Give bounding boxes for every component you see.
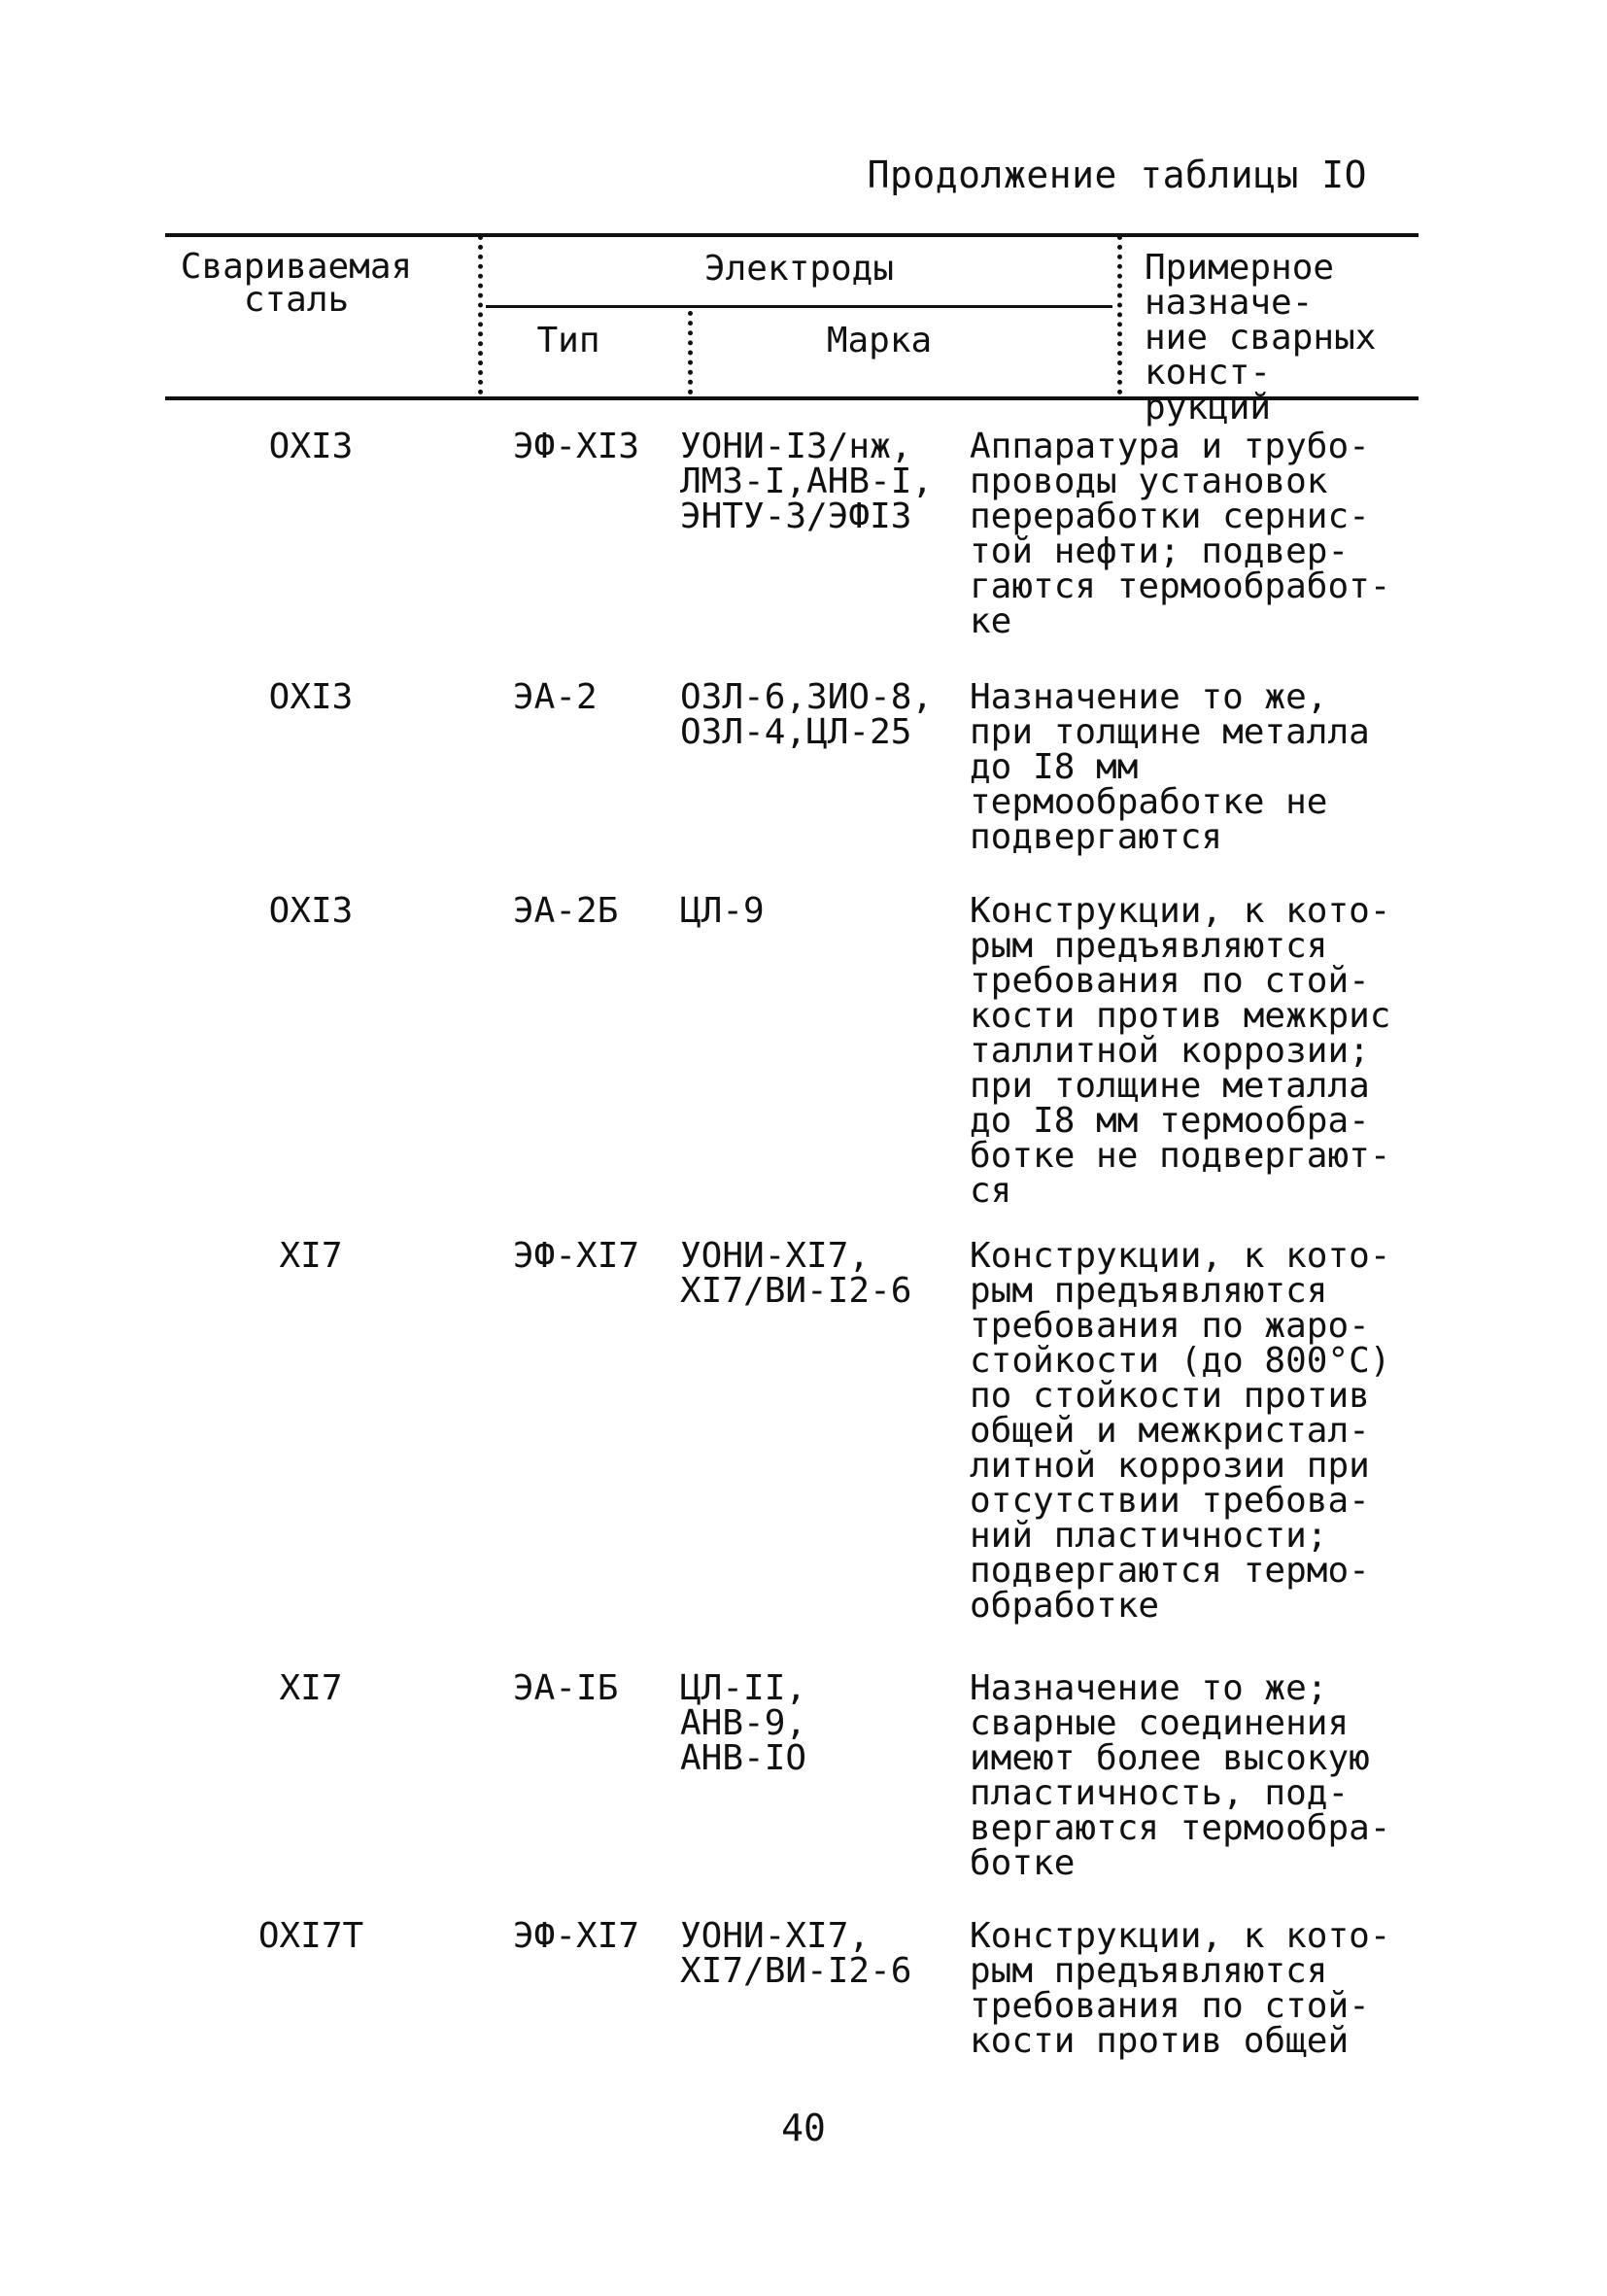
header-separator — [1117, 235, 1122, 394]
electrode-brand-cell: УОНИ-XI7, XI7/ВИ-I2-6 — [680, 1236, 912, 1311]
electrode-brand-cell: УОНИ-XI7, XI7/ВИ-I2-6 — [680, 1916, 912, 1991]
electrode-brand-cell: ЦЛ-II, АНВ-9, АНВ-IO — [680, 1668, 807, 1778]
electrode-brand-cell: ОЗЛ-6,ЗИО-8, ОЗЛ-4,ЦЛ-25 — [680, 677, 934, 752]
header-type: Тип — [536, 321, 600, 360]
header-brand: Марка — [826, 321, 933, 360]
purpose-cell: Конструкции, к кото- рым предъявляются требования по стой- кости против общей — [970, 1916, 1391, 2061]
header-bottom-rule — [165, 396, 1419, 400]
purpose-cell: Конструкции, к кото- рым предъявляются требования по стой- кости против межкрис таллитной коррозии; при толщине металла до I8 мм термообра- ботке не подвергают- ся — [970, 891, 1391, 1211]
header-electrodes-rule — [486, 305, 1112, 308]
header-electrodes: Электроды — [703, 249, 895, 289]
electrode-type-cell: ЭФ-XI7 — [513, 1916, 640, 1956]
header-purpose: Примерное назначе- ние сварных конст- рукций — [1145, 248, 1377, 428]
steel-cell: XI7 — [279, 1668, 343, 1708]
steel-cell: OXI3 — [268, 427, 354, 466]
page-number: 40 — [781, 2107, 826, 2149]
table-top-rule — [165, 233, 1419, 237]
purpose-cell: Аппаратура и трубо- проводы установок переработки сернис- той нефти; подвер- гаются термообработ- ке — [970, 427, 1391, 641]
steel-cell: OXI3 — [268, 677, 354, 717]
steel-cell: OXI3 — [268, 891, 354, 931]
electrode-type-cell: ЭФ-XI3 — [513, 427, 640, 466]
header-separator — [688, 311, 693, 394]
steel-cell: OXI7Т — [257, 1916, 364, 1956]
header-separator — [478, 235, 483, 394]
purpose-cell: Назначение то же, при толщине металла до I8 мм термообработке не подвергаются — [970, 677, 1370, 857]
purpose-cell: Назначение то же; сварные соединения имеют более высокую пластичность, под- вергаются термообра- ботке — [970, 1668, 1391, 1883]
electrode-brand-cell: УОНИ-I3/нж, ЛМЗ-I,АНВ-I, ЭНТУ-3/ЭФI3 — [680, 427, 934, 536]
electrode-type-cell: ЭА-2 — [513, 677, 598, 717]
electrode-type-cell: ЭА-IБ — [513, 1668, 619, 1708]
table-continuation-caption: Продолжение таблицы IO — [867, 154, 1367, 196]
electrode-type-cell: ЭФ-XI7 — [513, 1236, 640, 1276]
electrode-type-cell: ЭА-2Б — [513, 891, 619, 931]
electrode-brand-cell: ЦЛ-9 — [680, 891, 765, 931]
steel-cell: XI7 — [279, 1236, 343, 1276]
purpose-cell: Конструкции, к кото- рым предъявляются требования по жаро- стойкости (до 800°С) по стойкости против общей и межкристал- литной коррозии при отсутствии требова- ний пластичности; подвергаются термо- обработке — [970, 1236, 1391, 1626]
header-steel: Свариваемая сталь — [180, 247, 413, 320]
